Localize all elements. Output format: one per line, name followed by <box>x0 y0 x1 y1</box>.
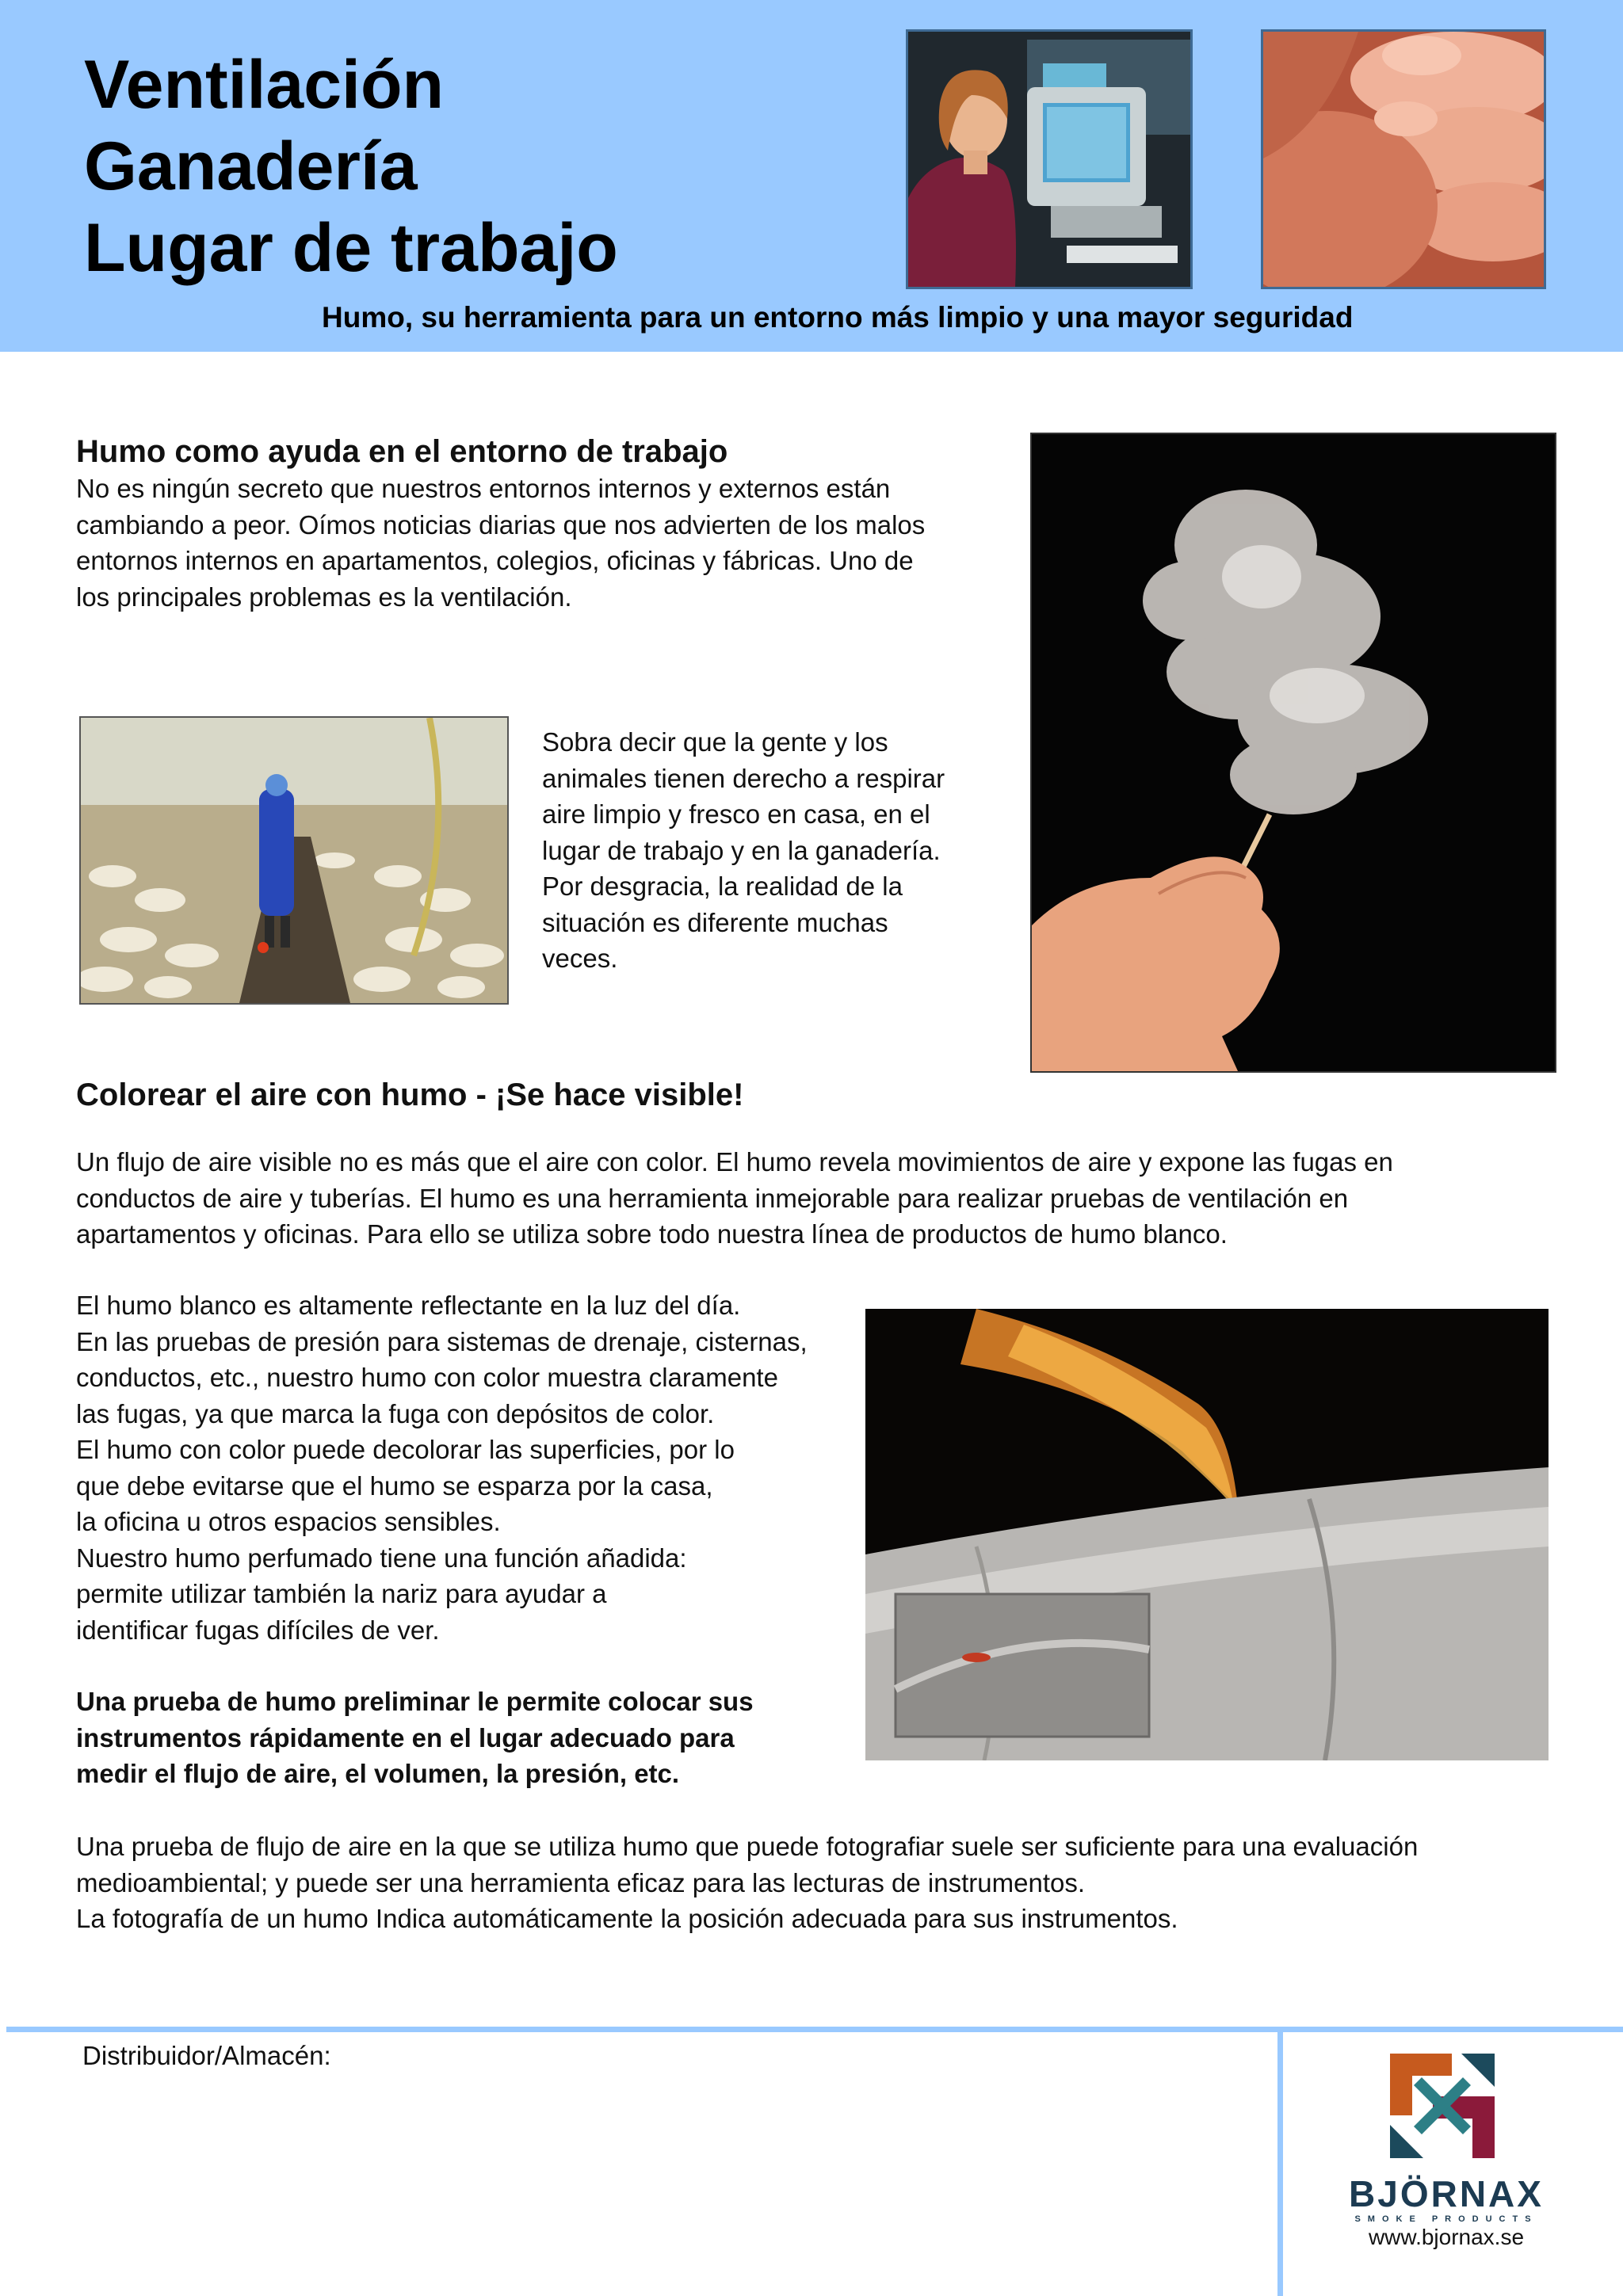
text-line: lugar de trabajo y en la ganadería. <box>542 835 941 865</box>
text-line: aire limpio y fresco en casa, en el <box>542 799 930 829</box>
text-line: instrumentos rápidamente en el lugar adecuado para <box>76 1722 735 1753</box>
title-line: Ganadería <box>84 128 418 204</box>
text-line: Sobra decir que la gente y los <box>542 727 888 757</box>
text-line: Nuestro humo perfumado tiene una función añadida: <box>76 1543 687 1573</box>
smoke-stick-photo <box>1030 433 1556 1073</box>
pipe-leak-photo <box>865 1309 1549 1760</box>
text-line: En las pruebas de presión para sistemas de drenaje, cisternas, <box>76 1326 808 1356</box>
text-line: los principales problemas es la ventilación. <box>76 582 572 612</box>
section2-closing <box>76 1829 1418 1937</box>
title-line: Lugar de trabajo <box>84 210 618 286</box>
text-line: cambiando a peor. Oímos noticias diarias que nos advierten de los malos <box>76 509 926 540</box>
text-line: animales tienen derecho a respirar <box>542 763 945 793</box>
text-line: Una prueba de humo preliminar le permite colocar sus <box>76 1687 754 1716</box>
section1-paragraph <box>76 471 925 615</box>
bjornax-logo-icon <box>1390 2054 1495 2158</box>
section2-highlight <box>76 1684 754 1792</box>
title-line: Ventilación <box>84 47 445 123</box>
text-line: entornos internos en apartamentos, colegios, oficinas y fábricas. Uno de <box>76 546 914 575</box>
text-line: Una prueba de flujo de aire en la que se utiliza humo que puede fotografiar suele ser suficiente para una evaluación <box>76 1832 1419 1861</box>
text-line: veces. <box>542 944 618 973</box>
text-line: La fotografía de un humo Indica automáticamente la posición adecuada para sus instrumentos. <box>76 1904 1178 1933</box>
text-line: la oficina u otros espacios sensibles. <box>76 1507 501 1536</box>
section2-body <box>76 1287 808 1648</box>
text-line: conductos, etc., nuestro humo con color muestra claramente <box>76 1363 778 1392</box>
section2-intro <box>76 1144 1393 1253</box>
footer-divider <box>6 2027 1623 2032</box>
pigs-photo <box>1263 32 1544 287</box>
section1-heading: Humo como ayuda en el entorno de trabajo <box>76 434 728 469</box>
page-subtitle: Humo, su herramienta para un entorno más limpio y una mayor seguridad <box>322 301 1354 334</box>
text-line: El humo con color puede decolorar las superficies, por lo <box>76 1435 735 1464</box>
website-link[interactable]: www.bjornax.se <box>1368 2225 1525 2249</box>
text-line: apartamentos y oficinas. Para ello se utiliza sobre todo nuestra línea de productos de humo blanco. <box>76 1219 1228 1249</box>
office-worker-photo <box>908 32 1190 287</box>
text-line: situación es diferente muchas <box>542 907 888 937</box>
text-line: medir el flujo de aire, el volumen, la presión, etc. <box>76 1759 680 1788</box>
section1-side-paragraph <box>542 724 945 977</box>
text-line: las fugas, ya que marca la fuga con depósitos de color. <box>76 1398 715 1428</box>
logo-tagline: SMOKE PRODUCTS <box>1354 2214 1538 2224</box>
text-line: permite utilizar también la nariz para ayudar a <box>76 1579 607 1608</box>
page-title <box>84 44 618 289</box>
section2-heading: Colorear el aire con humo - ¡Se hace visible! <box>76 1077 744 1112</box>
text-line: El humo blanco es altamente reflectante en la luz del día. <box>76 1291 741 1320</box>
poultry-barn-photo <box>79 716 509 1005</box>
distributor-label: Distribuidor/Almacén: <box>82 2041 331 2070</box>
text-line: Un flujo de aire visible no es más que el aire con color. El humo revela movimientos de aire y expone las fugas en <box>76 1147 1393 1177</box>
footer-vertical-divider <box>1277 2027 1283 2296</box>
text-line: Por desgracia, la realidad de la <box>542 871 903 901</box>
logo-wordmark: BJÖRNAX <box>1349 2173 1544 2214</box>
text-line: conductos de aire y tuberías. El humo es una herramienta inmejorable para realizar pruebas de ventilación en <box>76 1183 1349 1213</box>
text-line: identificar fugas difíciles de ver. <box>76 1615 440 1645</box>
text-line: que debe evitarse que el humo se esparza por la casa, <box>76 1470 713 1501</box>
text-line: No es ningún secreto que nuestros entornos internos y externos están <box>76 474 891 503</box>
text-line: medioambiental; y puede ser una herramienta eficaz para las lecturas de instrumentos. <box>76 1867 1086 1897</box>
